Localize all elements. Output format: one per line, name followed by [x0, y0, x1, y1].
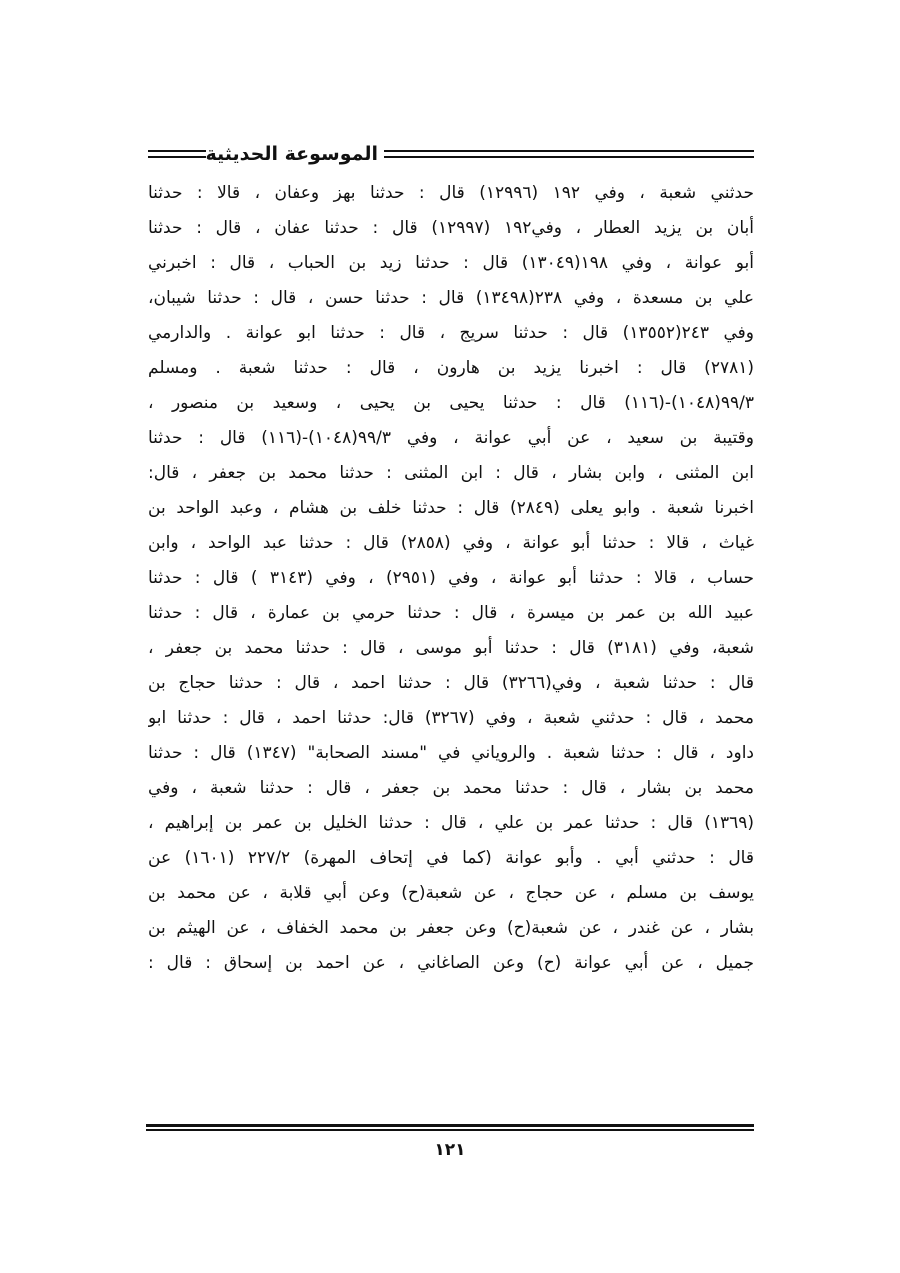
- text-line: حدثني شعبة ، وفي ١٩٢ (١٢٩٩٦) قال : حدثنا بهز وعفان ، قالا : حدثنا: [148, 183, 754, 203]
- text-line: بشار ، عن غندر ، عن شعبة(ح) وعن جعفر بن محمد الخفاف ، عن الهيثم بن: [148, 918, 754, 938]
- text-line: حساب ، قالا : حدثنا أبو عوانة ، وفي (٢٩٥١) ، وفي (٣١٤٣ ) قال : حدثنا: [148, 568, 754, 588]
- text-line: قال : حدثنا شعبة ، وفي(٣٢٦٦) قال : حدثنا احمد ، قال : حدثنا حجاج بن: [148, 673, 754, 693]
- text-line: (١٣٦٩) قال : حدثنا عمر بن علي ، قال : حدثنا الخليل بن عمر بن إبراهيم ،: [148, 813, 754, 833]
- text-line: وفي ٢٤٣(١٣٥٥٢) قال : حدثنا سريج ، قال : حدثنا ابو عوانة . والدارمي: [148, 323, 754, 343]
- text-line: عبيد الله بن عمر بن ميسرة ، قال : حدثنا حرمي بن عمارة ، قال : حدثنا: [148, 603, 754, 623]
- text-line: يوسف بن مسلم ، عن حجاج ، عن شعبة(ح) وعن أبي قلابة ، عن محمد بن: [148, 883, 754, 903]
- page-number: ١٢١: [434, 1140, 466, 1160]
- text-line: (٢٧٨١) قال : اخبرنا يزيد بن هارون ، قال : حدثنا شعبة . ومسلم: [148, 358, 754, 378]
- running-title: الموسوعة الحديثية: [205, 143, 378, 165]
- body-text: [148, 176, 754, 981]
- footer-rule: [146, 1124, 754, 1131]
- text-line: محمد ، قال : حدثني شعبة ، وفي (٣٢٦٧) قال: حدثنا احمد ، قال : حدثنا ابو: [148, 708, 754, 728]
- text-line: ٩٩/٣(١٠٤٨)-(١١٦) قال : حدثنا يحيى بن يحيى ، وسعيد بن منصور ،: [148, 393, 754, 413]
- header-rule-right: [384, 150, 754, 158]
- text-line: جميل ، عن أبي عوانة (ح) وعن الصاغاني ، عن احمد بن إسحاق : قال :: [148, 953, 754, 973]
- text-line: قال : حدثني أبي . وأبو عوانة (كما في إتحاف المهرة) ٢٢٧/٢ (١٦٠١) عن: [148, 848, 754, 868]
- page-header: [148, 136, 754, 172]
- text-line: غياث ، قالا : حدثنا أبو عوانة ، وفي (٢٨٥٨) قال : حدثنا عبد الواحد ، وابن: [148, 533, 754, 553]
- text-line: وقتيبة بن سعيد ، عن أبي عوانة ، وفي ٩٩/٣(١٠٤٨)-(١١٦) قال : حدثنا: [148, 428, 754, 448]
- text-line: محمد بن بشار ، قال : حدثنا محمد بن جعفر ، قال : حدثنا شعبة ، وفي: [148, 778, 754, 798]
- text-line: أبان بن يزيد العطار ، وفي١٩٢ (١٢٩٩٧) قال : حدثنا عفان ، قال : حدثنا: [148, 218, 754, 238]
- text-line: اخبرنا شعبة . وابو يعلى (٢٨٤٩) قال : حدثنا خلف بن هشام ، وعبد الواحد بن: [148, 498, 754, 518]
- text-line: أبو عوانة ، وفي ١٩٨(١٣٠٤٩) قال : حدثنا زيد بن الحباب ، قال : اخبرني: [148, 253, 754, 273]
- text-line: ابن المثنى ، وابن بشار ، قال : ابن المثنى : حدثنا محمد بن جعفر ، قال:: [148, 463, 754, 483]
- text-line: شعبة، وفي (٣١٨١) قال : حدثنا أبو موسى ، قال : حدثنا محمد بن جعفر ،: [148, 638, 754, 658]
- header-rule-left: [148, 150, 206, 158]
- text-line: علي بن مسعدة ، وفي ٢٣٨(١٣٤٩٨) قال : حدثنا حسن ، قال : حدثنا شيبان،: [148, 288, 754, 308]
- text-line: داود ، قال : حدثنا شعبة . والروياني في "مسند الصحابة" (١٣٤٧) قال : حدثنا: [148, 743, 754, 763]
